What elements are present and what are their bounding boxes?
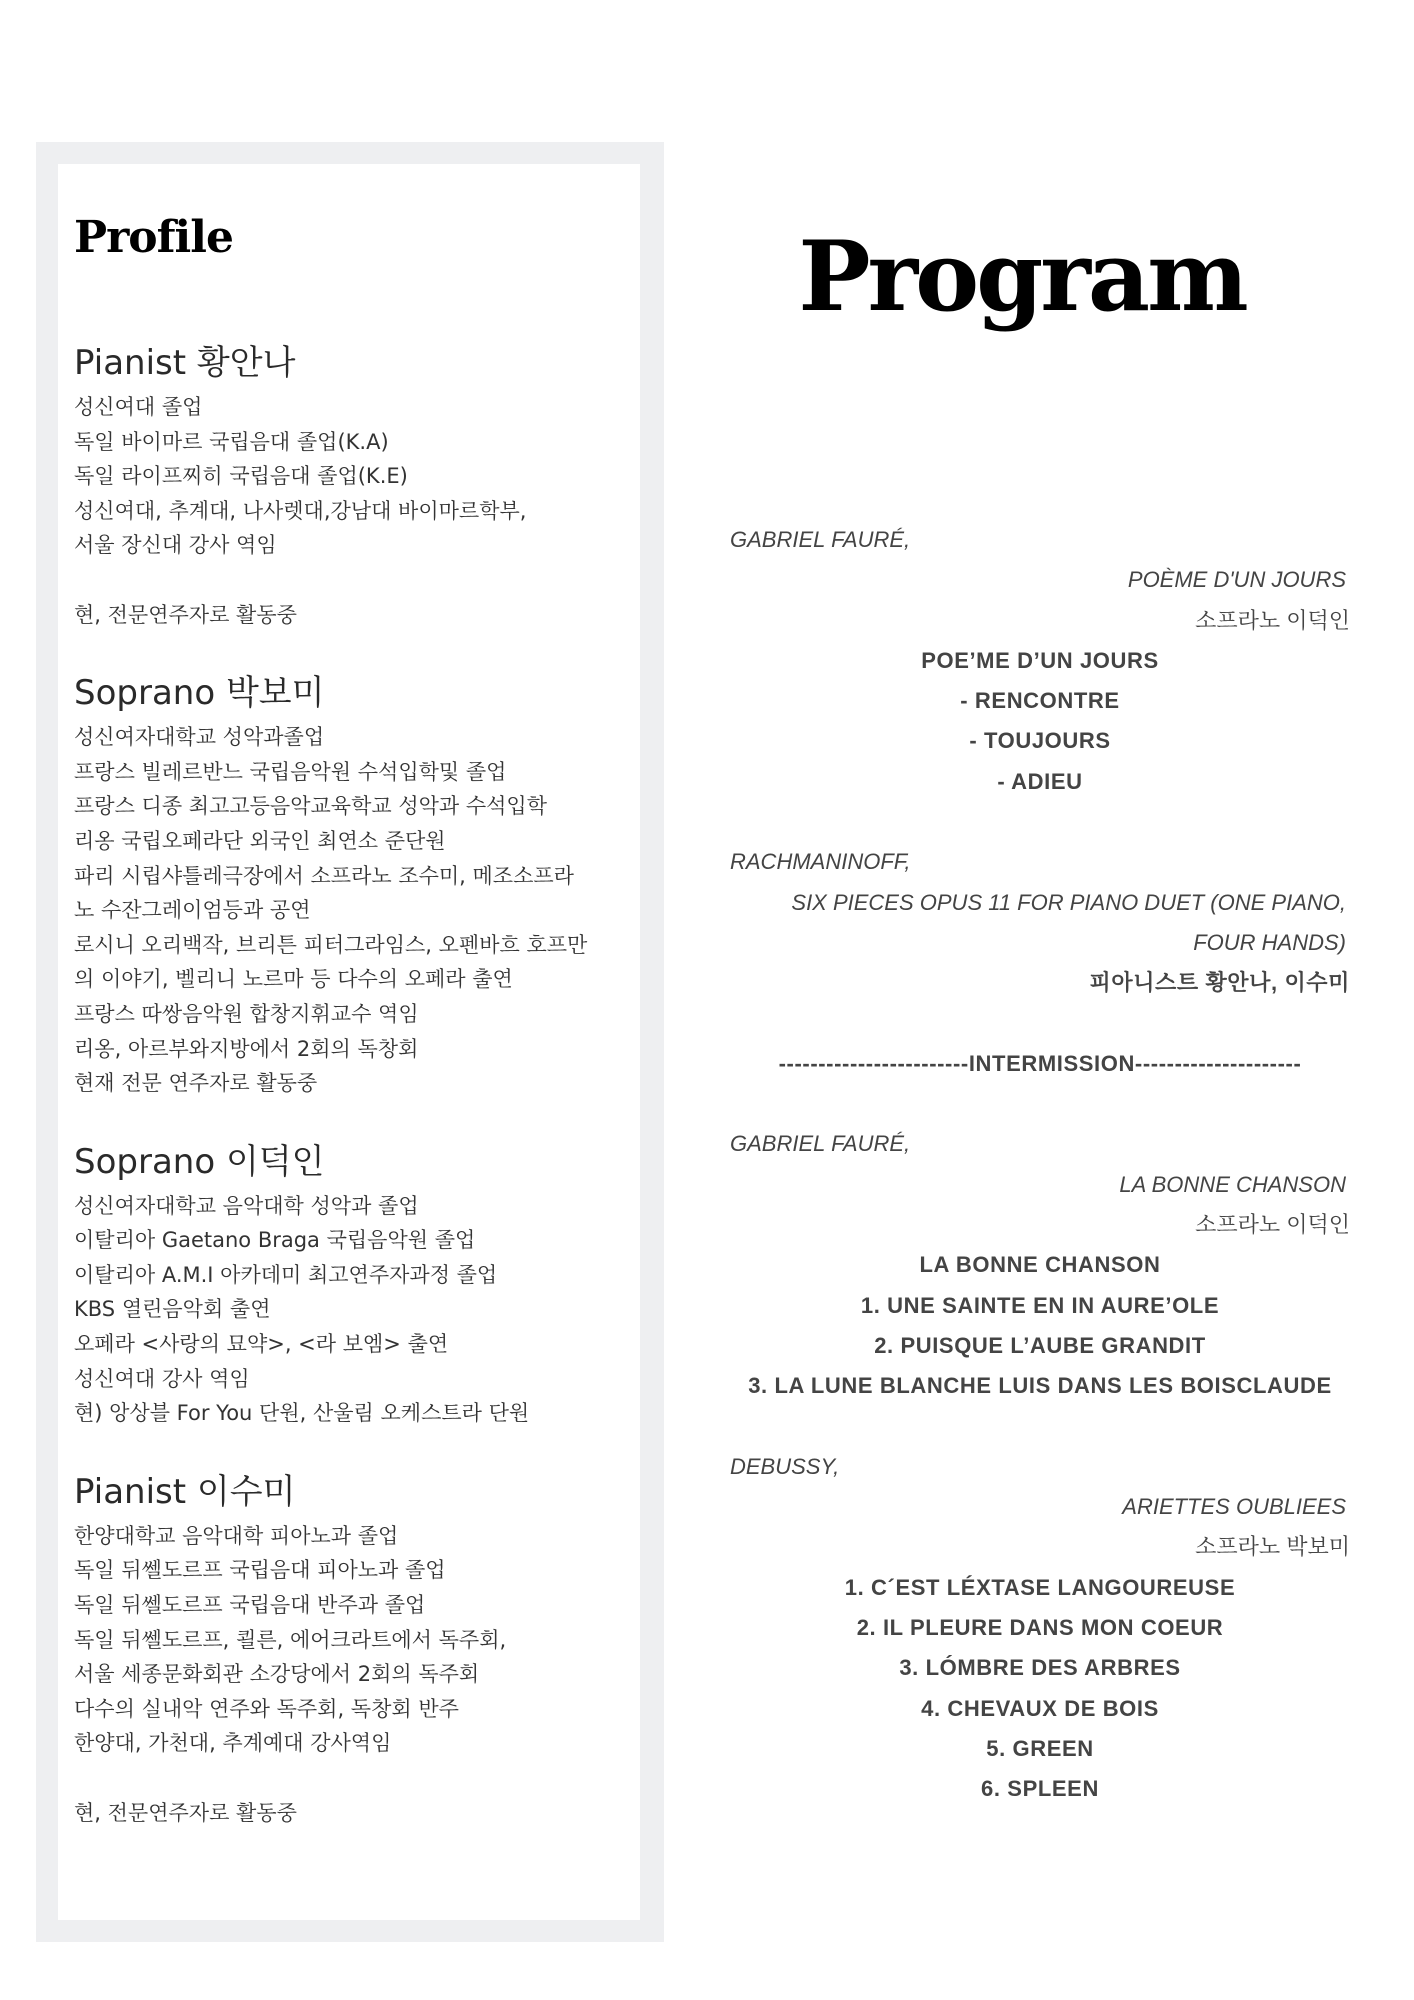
work-title: SIX PIECES OPUS 11 FOR PIANO DUET (ONE PIANO,: [791, 889, 1346, 915]
bio-line: 성신여대, 추계대, 나사렛대,강남대 바이마르학부,: [74, 498, 527, 523]
bio-line: 프랑스 따쌍음악원 합창지휘교수 역임: [74, 1001, 419, 1026]
person-name: Soprano 박보미: [74, 673, 325, 714]
profile-heading: Profile: [74, 212, 233, 263]
bio-line: 다수의 실내악 연주와 독주회, 독창회 반주: [74, 1696, 459, 1721]
work-title: FOUR HANDS): [1193, 929, 1346, 955]
bio-line: 오페라 <사랑의 묘약>, <라 보엠> 출연: [74, 1332, 449, 1357]
bio-line: 파리 시립샤틀레극장에서 소프라노 조수미, 메조소프라: [74, 863, 574, 888]
bio-line: 성신여자대학교 음악대학 성악과 졸업: [74, 1193, 419, 1218]
bio-line: 노 수잔그레이엄등과 공연: [74, 898, 311, 923]
bio-line: 독일 바이마르 국립음대 졸업(K.A): [74, 429, 389, 454]
profile-person: [74, 340, 634, 632]
program-item: 1. UNE SAINTE EN IN AURE’OLE: [860, 1292, 1220, 1318]
bio-line: KBS 열린음악회 출연: [74, 1297, 271, 1322]
bio-line: 현, 전문연주자로 활동중: [74, 602, 297, 627]
program-title: Program: [798, 220, 1246, 333]
person-name: Pianist 이수미: [74, 1471, 296, 1512]
bio-line: 현재 전문 연주자로 활동중: [74, 1071, 318, 1096]
bio-line: 로시니 오리백작, 브리튼 피터그라임스, 오펜바흐 호프만: [74, 932, 588, 957]
program-item: - TOUJOURS: [969, 728, 1111, 754]
bio-line: 독일 뒤쎌도르프 국립음대 반주과 졸업: [74, 1593, 426, 1618]
bio-line: 서울 세종문화회관 소강당에서 2회의 독주회: [74, 1662, 480, 1687]
intermission-divider: ------------------------INTERMISSION---------------------: [778, 1050, 1302, 1076]
program-item: 1. C´EST LÉXTASE LANGOUREUSE: [844, 1574, 1236, 1600]
composer-name: GABRIEL FAURÉ,: [730, 527, 911, 552]
program-item: 2. PUISQUE L’AUBE GRANDIT: [874, 1332, 1206, 1358]
bio-spacer: [74, 1761, 634, 1796]
performer-credit: 소프라노 이덕인: [1195, 1212, 1350, 1238]
bio-line: 리옹, 아르부와지방에서 2회의 독창회: [74, 1036, 419, 1061]
program-item: 6. SPLEEN: [981, 1776, 1099, 1802]
bio-line: 독일 뒤쎌도르프 국립음대 피아노과 졸업: [74, 1558, 446, 1583]
program-item: 3. LÓMBRE DES ARBRES: [899, 1655, 1181, 1681]
program-spacer: [730, 802, 1350, 842]
bio-line: 성신여대 강사 역임: [74, 1366, 250, 1391]
bio-line: 리옹 국립오페라단 외국인 최연소 준단원: [74, 828, 446, 853]
bio-line: 이탈리아 A.M.I 아카데미 최고연주자과정 졸업: [74, 1262, 498, 1287]
program-item: 5. GREEN: [986, 1735, 1094, 1761]
person-bio: [74, 1189, 634, 1431]
person-bio: [74, 720, 634, 1101]
bio-line: 프랑스 디종 최고고등음악교육학교 성악과 수석입학: [74, 794, 547, 819]
performer-credit: 피아니스트 황안나, 이수미: [1089, 970, 1350, 996]
profile-body: [74, 340, 634, 1868]
profile-person: [74, 1139, 634, 1431]
person-bio: [74, 1519, 634, 1830]
work-title: LA BONNE CHANSON: [1119, 1171, 1346, 1197]
bio-line: 한양대, 가천대, 추계예대 강사역임: [74, 1731, 392, 1756]
bio-line: 현) 앙상블 For You 단원, 산울림 오케스트라 단원: [74, 1401, 530, 1426]
person-name: Pianist 황안나: [74, 343, 296, 383]
person-name: Soprano 이덕인: [74, 1141, 325, 1182]
composer-name: DEBUSSY,: [730, 1453, 840, 1479]
program-item: 4. CHEVAUX DE BOIS: [921, 1695, 1159, 1721]
bio-line: 성신여대 졸업: [74, 395, 203, 419]
bio-line: 현, 전문연주자로 활동중: [74, 1800, 297, 1825]
bio-line: 서울 장신대 강사 역임: [74, 533, 277, 558]
bio-line: 이탈리아 Gaetano Braga 국립음악원 졸업: [74, 1228, 476, 1253]
program-spacer: [730, 1084, 1350, 1124]
program-item: 3. LA LUNE BLANCHE LUIS DANS LES BOISCLAUDE: [748, 1373, 1332, 1399]
work-title: ARIETTES OUBLIEES: [1122, 1494, 1346, 1520]
composer-name: RACHMANINOFF,: [730, 849, 911, 875]
bio-line: 독일 뒤쎌도르프, 쾰른, 에어크라트에서 독주회,: [74, 1627, 507, 1652]
bio-line: 독일 라이프찌히 국립음대 졸업(K.E): [74, 464, 408, 489]
program-item: LA BONNE CHANSON: [919, 1252, 1161, 1278]
bio-line: 프랑스 빌레르반느 국립음악원 수석입학및 졸업: [74, 759, 507, 784]
performer-credit: 소프라노 이덕인: [1195, 607, 1350, 633]
person-bio: [74, 390, 634, 632]
program-item: - ADIEU: [997, 768, 1083, 794]
bio-line: 한양대학교 음악대학 피아노과 졸업: [74, 1523, 399, 1548]
program-item: 2. IL PLEURE DANS MON COEUR: [856, 1615, 1224, 1641]
bio-spacer: [74, 563, 634, 598]
work-title: POÈME D'UN JOURS: [1127, 567, 1346, 593]
profile-person: [74, 670, 634, 1101]
composer-name: GABRIEL FAURÉ,: [730, 1131, 911, 1157]
program-list: [730, 520, 1350, 1810]
profile-person: [74, 1469, 634, 1830]
performer-credit: 소프라노 박보미: [1195, 1534, 1350, 1560]
program-item: POE’ME D’UN JOURS: [921, 647, 1159, 673]
program-spacer: [730, 1004, 1350, 1044]
program-spacer: [730, 1407, 1350, 1447]
bio-line: 의 이야기, 벨리니 노르마 등 다수의 오페라 출연: [74, 967, 513, 992]
program-item: - RENCONTRE: [960, 688, 1120, 714]
bio-line: 성신여자대학교 성악과졸업: [74, 725, 325, 750]
